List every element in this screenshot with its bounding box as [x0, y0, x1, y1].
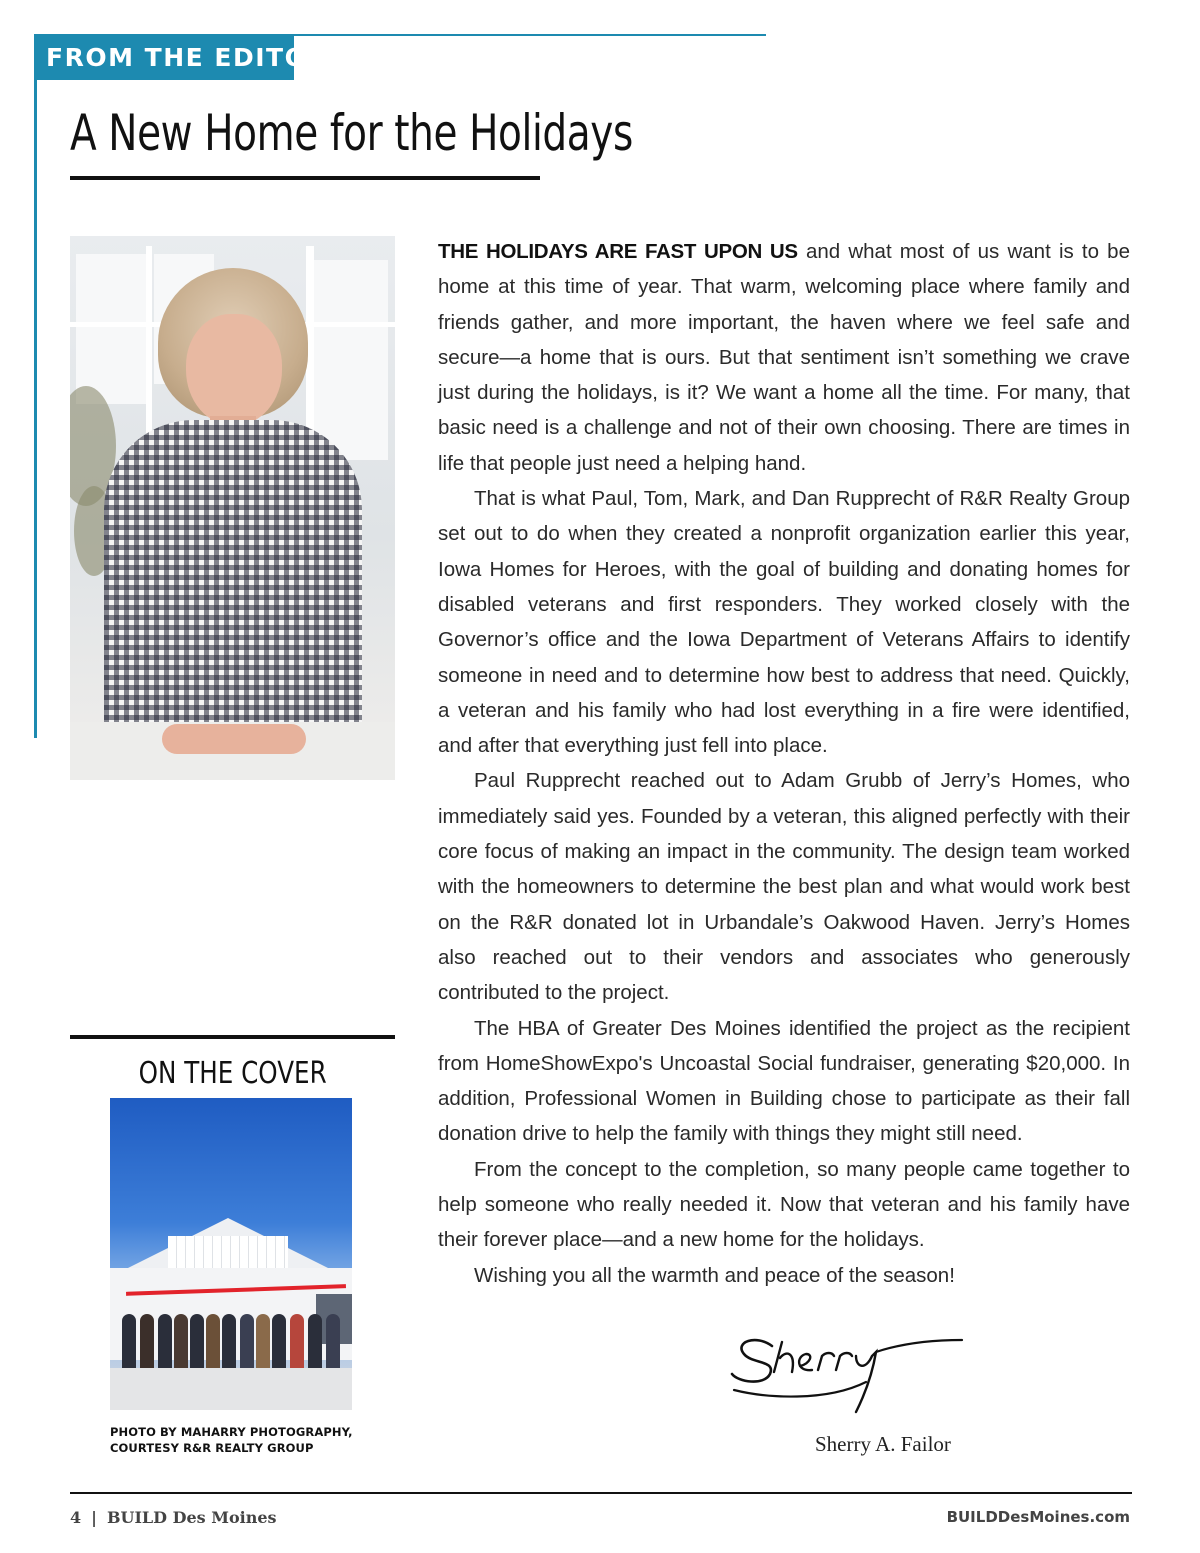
handwritten-signature — [726, 1316, 976, 1420]
footer-folio — [70, 1508, 277, 1527]
cover-divider — [70, 1035, 395, 1039]
section-tag: FROM THE EDITOR — [36, 36, 294, 80]
article-paragraph: From the concept to the completion, so many people came together to help someone who really needed it. Now that veteran and his family have their forever place—and a new home for the holidays. — [438, 1157, 1130, 1252]
left-accent-rule — [34, 34, 37, 738]
signer-name: Sherry A. Failor — [815, 1432, 951, 1456]
footer-separator: | — [91, 1508, 97, 1527]
page-number: 4 — [70, 1508, 82, 1527]
editor-portrait-photo — [70, 236, 395, 780]
publication-name: BUILD Des Moines — [106, 1508, 277, 1527]
article-paragraph: THE HOLIDAYS ARE FAST UPON US and what most of us want is to be home at this time of year. That warm, welcoming place where family and friends gather, and more important, the haven where we feel safe and secure—a home that is ours. But that sentiment isn’t something we crave just during the holidays, is it? We want a home all the time. For many, that basic need is a challenge and not of their own choosing. There are times in life that people just need a helping hand. — [438, 240, 1130, 475]
article-paragraph: The HBA of Greater Des Moines identified the project as the recipient from HomeShowExpo's Uncoastal Social fundraiser, generating $20,000. In addition, Professional Women in Building chose to participate as their fall donation drive to help the family with things they might still need. — [438, 1016, 1130, 1146]
article-lead-in: THE HOLIDAYS ARE FAST UPON US — [438, 240, 798, 263]
editor-letter-body — [438, 234, 1130, 1293]
article-paragraph: Wishing you all the warmth and peace of the season! — [474, 1263, 955, 1287]
title-underline — [70, 176, 540, 180]
cover-heading: ON THE COVER — [138, 1056, 327, 1091]
footer-rule — [70, 1492, 1132, 1494]
photo-credit: PHOTO BY MAHARRY PHOTOGRAPHY, COURTESY R&R REALTY GROUP — [110, 1425, 353, 1455]
footer-website: BUILDDesMoines.com — [946, 1508, 1130, 1526]
article-paragraph: That is what Paul, Tom, Mark, and Dan Rupprecht of R&R Realty Group set out to do when they created a nonprofit organization earlier this year, Iowa Homes for Heroes, with the goal of building and donating homes for disabled veterans and first responders. They worked closely with the Governor’s office and the Iowa Department of Veterans Affairs to identify someone in need and to determine how best to address that need. Quickly, a veteran and his family who had lost everything in a fire were identified, and after that everything just fell into place. — [438, 487, 1130, 758]
page-title: A New Home for the Holidays — [70, 104, 633, 162]
article-paragraph: Paul Rupprecht reached out to Adam Grubb of Jerry’s Homes, who immediately said yes. Founded by a veteran, this aligned perfectly with their core focus of making an impact in the community. The design team worked with the homeowners to determine the best plan and what would work best on the R&R donated lot in Urbandale’s Oakwood Haven. Jerry’s Homes also reached out to their vendors and associates who generously contributed to the project. — [438, 769, 1130, 1005]
cover-thumbnail-photo — [110, 1098, 352, 1410]
